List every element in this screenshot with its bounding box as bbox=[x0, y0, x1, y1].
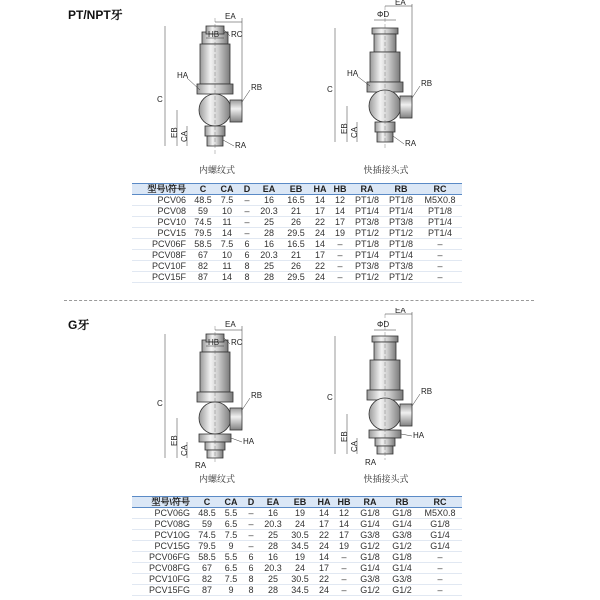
table-cell: G3/8 bbox=[354, 574, 386, 585]
table-cell: G3/8 bbox=[386, 530, 418, 541]
table-cell: 74.5 bbox=[190, 217, 216, 228]
table-cell: PT1/8 bbox=[350, 239, 384, 250]
table-cell: 6 bbox=[242, 552, 260, 563]
table-cell: – bbox=[418, 272, 462, 283]
table-cell: – bbox=[242, 541, 260, 552]
table-cell: 7.5 bbox=[220, 574, 242, 585]
spec-table-g bbox=[132, 496, 462, 596]
table-cell: G1/2 bbox=[354, 541, 386, 552]
label-c: C bbox=[327, 393, 333, 402]
table-cell: 5.5 bbox=[220, 552, 242, 563]
table-header: EB bbox=[282, 184, 310, 195]
table-header: HB bbox=[334, 497, 354, 508]
table-cell: PCV10 bbox=[132, 217, 190, 228]
table-cell: – bbox=[418, 239, 462, 250]
table-cell: 7.5 bbox=[216, 195, 238, 206]
table-cell: PT1/4 bbox=[350, 206, 384, 217]
table-cell: 24 bbox=[314, 541, 334, 552]
label-ca: CA bbox=[180, 444, 189, 456]
table-cell: 28 bbox=[260, 585, 286, 596]
table-cell: 10 bbox=[216, 206, 238, 217]
table-cell: – bbox=[242, 519, 260, 530]
label-ra: RA bbox=[365, 458, 377, 467]
table-cell: PCV15F bbox=[132, 272, 190, 283]
table-header: RB bbox=[384, 184, 418, 195]
table-cell: 16 bbox=[260, 508, 286, 519]
table-cell: PCV06FG bbox=[132, 552, 194, 563]
label-ca: CA bbox=[350, 440, 359, 452]
table-cell: 28 bbox=[260, 541, 286, 552]
table-cell: PT3/8 bbox=[384, 217, 418, 228]
table-cell: PT1/4 bbox=[418, 217, 462, 228]
table-cell: 25 bbox=[260, 530, 286, 541]
label-c: C bbox=[157, 399, 163, 408]
table-cell: G3/8 bbox=[354, 530, 386, 541]
table-cell: – bbox=[238, 195, 256, 206]
table-cell: – bbox=[330, 272, 350, 283]
table-cell: 19 bbox=[286, 552, 314, 563]
table-cell: PT1/4 bbox=[418, 228, 462, 239]
table-cell: PT1/8 bbox=[384, 195, 418, 206]
label-d: ΦD bbox=[377, 320, 390, 329]
label-ha: HA bbox=[177, 71, 189, 80]
table-cell: 20.3 bbox=[256, 250, 282, 261]
table-cell: 29.5 bbox=[282, 228, 310, 239]
table-cell: 24 bbox=[310, 228, 330, 239]
table-cell: 28 bbox=[256, 228, 282, 239]
label-ea: EA bbox=[395, 0, 406, 7]
table-cell: G1/8 bbox=[386, 508, 418, 519]
label-d: ΦD bbox=[377, 10, 390, 19]
table-cell: 22 bbox=[314, 530, 334, 541]
table-row bbox=[132, 563, 462, 574]
table-cell: 22 bbox=[310, 261, 330, 272]
table-header: RB bbox=[386, 497, 418, 508]
table-row bbox=[132, 250, 462, 261]
table-cell: 82 bbox=[190, 261, 216, 272]
label-hb: HB bbox=[208, 30, 220, 39]
label-c: C bbox=[327, 85, 333, 94]
label-rb: RB bbox=[251, 83, 263, 92]
table-cell: – bbox=[242, 530, 260, 541]
label-ea: EA bbox=[395, 308, 406, 315]
table-cell: 6.5 bbox=[220, 519, 242, 530]
table-cell: G1/8 bbox=[354, 508, 386, 519]
table-cell: – bbox=[418, 563, 462, 574]
table-cell: G1/2 bbox=[386, 585, 418, 596]
table-cell: 8 bbox=[242, 585, 260, 596]
table-cell: 22 bbox=[314, 574, 334, 585]
table-header: RC bbox=[418, 497, 462, 508]
label-ra: RA bbox=[195, 461, 207, 468]
table-cell: PCV08F bbox=[132, 250, 190, 261]
table-cell: – bbox=[238, 206, 256, 217]
table-cell: G1/4 bbox=[354, 563, 386, 574]
table-cell: PT3/8 bbox=[384, 261, 418, 272]
table-header: 型号\符号 bbox=[132, 497, 194, 508]
table-cell: 59 bbox=[194, 519, 220, 530]
table-cell: 11 bbox=[216, 217, 238, 228]
table-cell: G1/8 bbox=[386, 552, 418, 563]
table-cell: 8 bbox=[238, 261, 256, 272]
table-cell: 58.5 bbox=[190, 239, 216, 250]
table-cell: 30.5 bbox=[286, 574, 314, 585]
table-cell: PT1/8 bbox=[384, 239, 418, 250]
caption-female-thread-2: 内螺纹式 bbox=[198, 474, 235, 484]
table-cell: 17 bbox=[314, 519, 334, 530]
table-cell: – bbox=[334, 563, 354, 574]
table-cell: PT1/4 bbox=[350, 250, 384, 261]
table-cell: 28 bbox=[256, 272, 282, 283]
table-cell: 34.5 bbox=[286, 541, 314, 552]
table-cell: 14 bbox=[216, 228, 238, 239]
table-cell: – bbox=[238, 228, 256, 239]
table-cell: PCV15 bbox=[132, 228, 190, 239]
table-cell: 82 bbox=[194, 574, 220, 585]
table-cell: PT3/8 bbox=[350, 261, 384, 272]
table-cell: PCV10F bbox=[132, 261, 190, 272]
table-header: RC bbox=[418, 184, 462, 195]
table-cell: – bbox=[418, 574, 462, 585]
table-cell: 48.5 bbox=[190, 195, 216, 206]
table-cell: 19 bbox=[286, 508, 314, 519]
table-cell: – bbox=[418, 261, 462, 272]
table-cell: PT1/8 bbox=[350, 195, 384, 206]
table-cell: 6 bbox=[242, 563, 260, 574]
drawing-female-thread-g bbox=[155, 318, 280, 468]
table-cell: 67 bbox=[190, 250, 216, 261]
table-row bbox=[132, 228, 462, 239]
table-cell: 16 bbox=[256, 195, 282, 206]
label-c: C bbox=[157, 95, 163, 104]
table-cell: 67 bbox=[194, 563, 220, 574]
table-cell: 26 bbox=[282, 261, 310, 272]
table-cell: G1/4 bbox=[354, 519, 386, 530]
table-cell: 24 bbox=[310, 272, 330, 283]
table-cell: 87 bbox=[194, 585, 220, 596]
table-row bbox=[132, 574, 462, 585]
table-header: 型号\符号 bbox=[132, 184, 190, 195]
table-cell: 16 bbox=[256, 239, 282, 250]
table-body bbox=[132, 508, 462, 596]
drawing-female-thread-pt bbox=[155, 10, 280, 160]
table-cell: 20.3 bbox=[256, 206, 282, 217]
label-ra: RA bbox=[235, 141, 247, 150]
label-eb: EB bbox=[170, 127, 179, 138]
table-row bbox=[132, 530, 462, 541]
caption-female-thread-1: 内螺纹式 bbox=[198, 165, 235, 175]
table-cell: 14 bbox=[310, 195, 330, 206]
table-cell: PT1/4 bbox=[384, 250, 418, 261]
table-cell: 6 bbox=[238, 239, 256, 250]
table-row bbox=[132, 508, 462, 519]
table-cell: G1/8 bbox=[418, 519, 462, 530]
table-row bbox=[132, 239, 462, 250]
table-cell: 25 bbox=[260, 574, 286, 585]
table-row bbox=[132, 261, 462, 272]
label-ha: HA bbox=[413, 431, 425, 440]
table-cell: PT1/2 bbox=[384, 272, 418, 283]
label-hb: HB bbox=[208, 338, 220, 347]
table-cell: 5.5 bbox=[220, 508, 242, 519]
table-header: EA bbox=[256, 184, 282, 195]
table-row bbox=[132, 272, 462, 283]
table-header: CA bbox=[216, 184, 238, 195]
label-ca: CA bbox=[180, 130, 189, 142]
table-header: HB bbox=[330, 184, 350, 195]
table-cell: 8 bbox=[242, 574, 260, 585]
table-cell: – bbox=[242, 508, 260, 519]
table-cell: G1/4 bbox=[386, 519, 418, 530]
table-cell: – bbox=[418, 552, 462, 563]
section-divider bbox=[64, 300, 534, 301]
label-eb: EB bbox=[340, 123, 349, 134]
table-cell: PCV10FG bbox=[132, 574, 194, 585]
table-cell: 12 bbox=[334, 508, 354, 519]
table-cell: 9 bbox=[220, 585, 242, 596]
table-cell: – bbox=[418, 585, 462, 596]
table-cell: 30.5 bbox=[286, 530, 314, 541]
table-cell: G1/4 bbox=[418, 530, 462, 541]
label-ha: HA bbox=[243, 437, 255, 446]
table-cell: 34.5 bbox=[286, 585, 314, 596]
label-ea: EA bbox=[225, 320, 236, 329]
table-cell: G1/2 bbox=[386, 541, 418, 552]
table-cell: 24 bbox=[286, 519, 314, 530]
table-cell: 7.5 bbox=[220, 530, 242, 541]
table-cell: 79.5 bbox=[190, 228, 216, 239]
table-cell: PCV15FG bbox=[132, 585, 194, 596]
table-header: HA bbox=[314, 497, 334, 508]
table-cell: M5X0.8 bbox=[418, 195, 462, 206]
table-cell: PT3/8 bbox=[350, 217, 384, 228]
table-cell: 24 bbox=[314, 585, 334, 596]
table-row bbox=[132, 195, 462, 206]
table-cell: – bbox=[334, 585, 354, 596]
table-cell: – bbox=[334, 574, 354, 585]
table-cell: 11 bbox=[216, 261, 238, 272]
table-cell: M5X0.8 bbox=[418, 508, 462, 519]
section-title-g: G牙 bbox=[68, 318, 90, 332]
label-ra: RA bbox=[405, 139, 417, 148]
table-cell: PCV10G bbox=[132, 530, 194, 541]
table-cell: PCV15G bbox=[132, 541, 194, 552]
caption-push-in-1: 快插接头式 bbox=[363, 165, 409, 175]
table-cell: PCV08FG bbox=[132, 563, 194, 574]
table-cell: 58.5 bbox=[194, 552, 220, 563]
spec-table-pt-npt bbox=[132, 183, 462, 283]
table-cell: 74.5 bbox=[194, 530, 220, 541]
table-cell: 6 bbox=[238, 250, 256, 261]
table-header: RA bbox=[350, 184, 384, 195]
table-cell: 17 bbox=[330, 217, 350, 228]
table-header: C bbox=[194, 497, 220, 508]
table-cell: – bbox=[334, 552, 354, 563]
label-rc: RC bbox=[231, 338, 243, 347]
table-cell: 87 bbox=[190, 272, 216, 283]
table-cell: 14 bbox=[314, 552, 334, 563]
label-rb: RB bbox=[421, 387, 433, 396]
table-cell: G1/8 bbox=[354, 552, 386, 563]
table-cell: PCV06F bbox=[132, 239, 190, 250]
table-cell: 17 bbox=[310, 206, 330, 217]
table-cell: 16.5 bbox=[282, 239, 310, 250]
table-header-row bbox=[132, 184, 462, 195]
table-cell: PT1/2 bbox=[350, 272, 384, 283]
table-cell: – bbox=[330, 250, 350, 261]
table-header: EA bbox=[260, 497, 286, 508]
table-row bbox=[132, 206, 462, 217]
drawing-push-in-pt bbox=[325, 0, 455, 160]
table-header-row bbox=[132, 497, 462, 508]
label-ca: CA bbox=[350, 126, 359, 138]
label-ha: HA bbox=[347, 69, 359, 78]
table-cell: 29.5 bbox=[282, 272, 310, 283]
table-cell: PT1/2 bbox=[350, 228, 384, 239]
section-title-pt-npt: PT/NPT牙 bbox=[68, 8, 123, 22]
table-cell: G1/4 bbox=[418, 541, 462, 552]
table-row bbox=[132, 552, 462, 563]
label-rb: RB bbox=[251, 391, 263, 400]
table-cell: 7.5 bbox=[216, 239, 238, 250]
table-cell: 14 bbox=[314, 508, 334, 519]
table-row bbox=[132, 541, 462, 552]
table-cell: 21 bbox=[282, 206, 310, 217]
table-cell: 12 bbox=[330, 195, 350, 206]
table-cell: 24 bbox=[286, 563, 314, 574]
table-cell: PCV08G bbox=[132, 519, 194, 530]
table-cell: 17 bbox=[334, 530, 354, 541]
table-cell: 17 bbox=[310, 250, 330, 261]
table-cell: 19 bbox=[334, 541, 354, 552]
table-cell: G1/4 bbox=[386, 563, 418, 574]
table-cell: PT1/8 bbox=[418, 206, 462, 217]
table-cell: 6.5 bbox=[220, 563, 242, 574]
table-cell: 8 bbox=[238, 272, 256, 283]
table-cell: 22 bbox=[310, 217, 330, 228]
table-cell: 16.5 bbox=[282, 195, 310, 206]
table-cell: 14 bbox=[216, 272, 238, 283]
table-header: CA bbox=[220, 497, 242, 508]
table-header: EB bbox=[286, 497, 314, 508]
table-cell: G3/8 bbox=[386, 574, 418, 585]
caption-push-in-2: 快插接头式 bbox=[363, 474, 409, 484]
table-cell: 16 bbox=[260, 552, 286, 563]
label-rb: RB bbox=[421, 79, 433, 88]
table-header: C bbox=[190, 184, 216, 195]
table-cell: PCV08 bbox=[132, 206, 190, 217]
table-header: RA bbox=[354, 497, 386, 508]
table-cell: PT1/4 bbox=[384, 206, 418, 217]
label-eb: EB bbox=[170, 435, 179, 446]
table-header: D bbox=[242, 497, 260, 508]
table-cell: 14 bbox=[330, 206, 350, 217]
table-cell: 21 bbox=[282, 250, 310, 261]
table-cell: 20.3 bbox=[260, 563, 286, 574]
table-cell: – bbox=[238, 217, 256, 228]
table-cell: PT1/2 bbox=[384, 228, 418, 239]
table-cell: – bbox=[330, 261, 350, 272]
table-cell: – bbox=[418, 250, 462, 261]
table-cell: PCV06G bbox=[132, 508, 194, 519]
table-cell: 19 bbox=[330, 228, 350, 239]
table-body bbox=[132, 195, 462, 283]
table-cell: 10 bbox=[216, 250, 238, 261]
table-cell: G1/2 bbox=[354, 585, 386, 596]
table-cell: 79.5 bbox=[194, 541, 220, 552]
table-cell: PCV06 bbox=[132, 195, 190, 206]
drawing-push-in-g bbox=[325, 308, 455, 468]
table-cell: 14 bbox=[310, 239, 330, 250]
table-header: HA bbox=[310, 184, 330, 195]
table-cell: 25 bbox=[256, 261, 282, 272]
label-eb: EB bbox=[340, 431, 349, 442]
table-cell: 20.3 bbox=[260, 519, 286, 530]
table-cell: 17 bbox=[314, 563, 334, 574]
table-cell: – bbox=[330, 239, 350, 250]
label-rc: RC bbox=[231, 30, 243, 39]
table-cell: 9 bbox=[220, 541, 242, 552]
label-ea: EA bbox=[225, 12, 236, 21]
table-header: D bbox=[238, 184, 256, 195]
table-cell: 14 bbox=[334, 519, 354, 530]
table-cell: 59 bbox=[190, 206, 216, 217]
table-cell: 25 bbox=[256, 217, 282, 228]
table-cell: 48.5 bbox=[194, 508, 220, 519]
table-row bbox=[132, 585, 462, 596]
table-row bbox=[132, 217, 462, 228]
table-row bbox=[132, 519, 462, 530]
table-cell: 26 bbox=[282, 217, 310, 228]
